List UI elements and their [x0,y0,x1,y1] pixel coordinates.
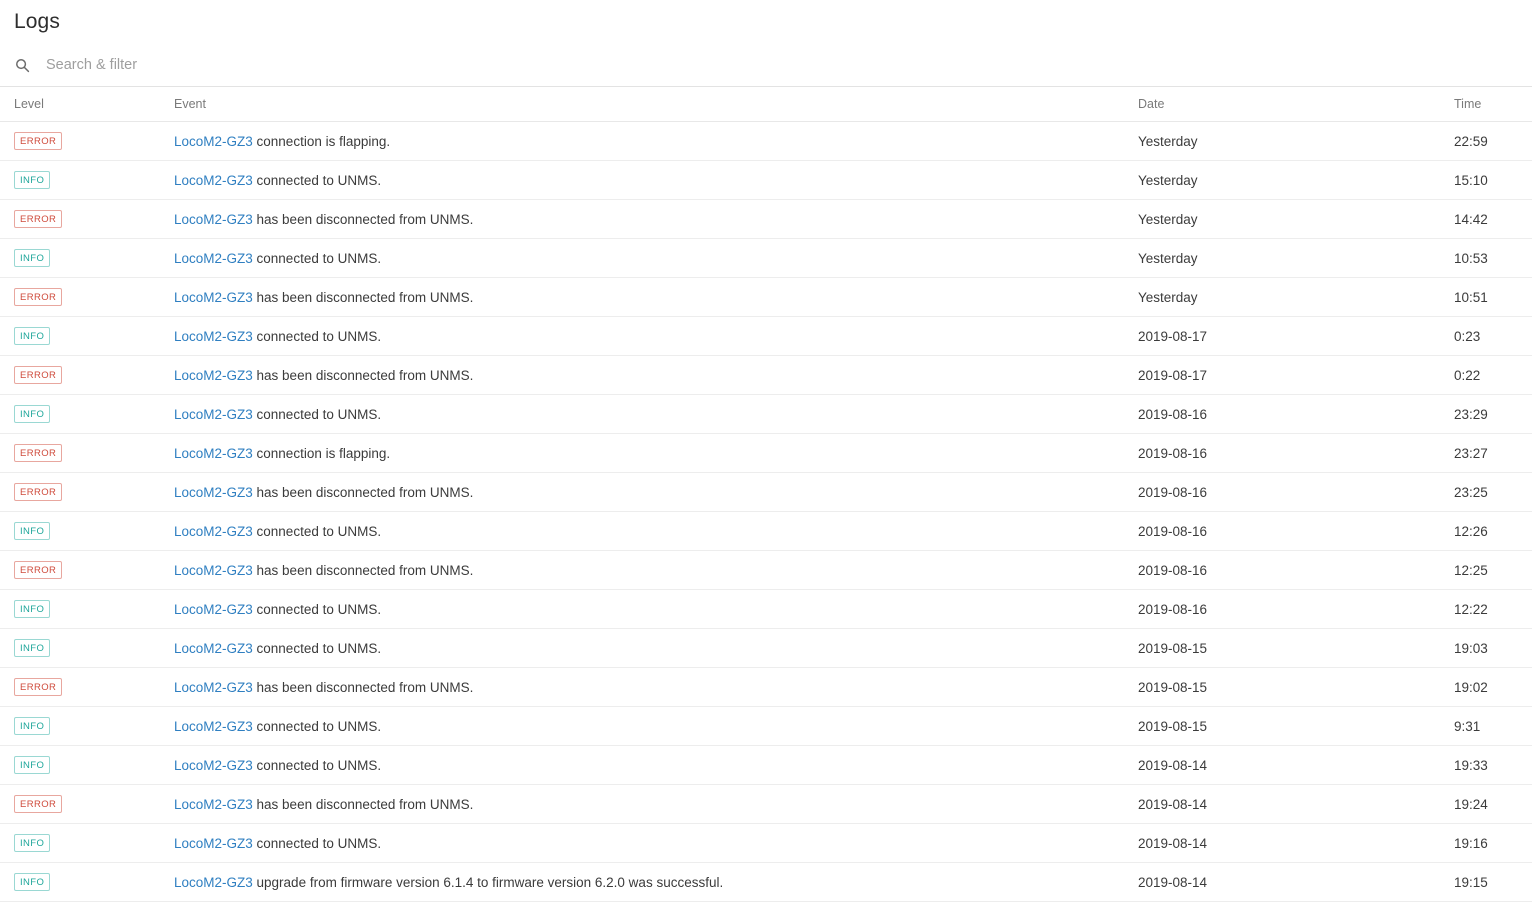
status-badge: INFO [14,171,50,190]
device-link[interactable]: LocoM2-GZ3 [174,328,253,344]
cell-event [174,473,1138,512]
event-message: connected to UNMS. [252,328,382,344]
table-row[interactable] [0,239,1532,278]
device-link[interactable]: LocoM2-GZ3 [174,289,253,305]
status-badge: INFO [14,249,50,268]
status-badge: INFO [14,522,50,541]
event-message: connected to UNMS. [252,406,382,422]
cell-event [174,746,1138,785]
device-link[interactable]: LocoM2-GZ3 [174,874,253,890]
table-row[interactable] [0,473,1532,512]
event-message: connected to UNMS. [252,250,382,266]
device-link[interactable]: LocoM2-GZ3 [174,757,253,773]
cell-event [174,161,1138,200]
cell-level [0,824,174,863]
cell-level [0,629,174,668]
cell-event [174,356,1138,395]
table-row[interactable] [0,161,1532,200]
event-message: connection is flapping. [252,133,391,149]
status-badge: INFO [14,834,50,853]
cell-time: 14:42 [1454,200,1532,239]
cell-date: 2019-08-15 [1138,629,1454,668]
table-row[interactable] [0,317,1532,356]
status-badge: ERROR [14,210,62,229]
status-badge: INFO [14,639,50,658]
status-badge: INFO [14,405,50,424]
cell-date: 2019-08-16 [1138,473,1454,512]
cell-event [174,434,1138,473]
column-header-date: Date [1138,87,1454,122]
device-link[interactable]: LocoM2-GZ3 [174,484,253,500]
status-badge: ERROR [14,795,62,814]
table-row[interactable] [0,668,1532,707]
column-header-event: Event [174,87,1138,122]
event-message: connected to UNMS. [252,757,382,773]
status-badge: INFO [14,717,50,736]
status-badge: ERROR [14,561,62,580]
table-row[interactable] [0,356,1532,395]
status-badge: ERROR [14,444,62,463]
status-badge: INFO [14,873,50,892]
device-link[interactable]: LocoM2-GZ3 [174,406,253,422]
logs-table-body [0,122,1532,902]
device-link[interactable]: LocoM2-GZ3 [174,172,253,188]
cell-event [174,278,1138,317]
cell-time: 10:51 [1454,278,1532,317]
cell-time: 23:29 [1454,395,1532,434]
event-message: has been disconnected from UNMS. [252,679,474,695]
cell-date: 2019-08-17 [1138,356,1454,395]
status-badge: ERROR [14,483,62,502]
table-row[interactable] [0,512,1532,551]
status-badge: ERROR [14,132,62,151]
cell-time: 0:22 [1454,356,1532,395]
cell-time: 15:10 [1454,161,1532,200]
cell-date: Yesterday [1138,278,1454,317]
cell-event [174,122,1138,161]
event-message: connection is flapping. [252,445,391,461]
cell-date: Yesterday [1138,161,1454,200]
cell-date: 2019-08-16 [1138,395,1454,434]
cell-time: 19:33 [1454,746,1532,785]
event-message: has been disconnected from UNMS. [252,211,474,227]
table-row[interactable] [0,629,1532,668]
cell-time: 0:23 [1454,317,1532,356]
status-badge: INFO [14,327,50,346]
cell-time: 23:27 [1454,434,1532,473]
cell-level [0,239,174,278]
cell-event [174,512,1138,551]
table-row[interactable] [0,746,1532,785]
cell-event [174,668,1138,707]
cell-time: 19:24 [1454,785,1532,824]
cell-event [174,590,1138,629]
cell-level [0,668,174,707]
cell-level [0,590,174,629]
event-message: has been disconnected from UNMS. [252,289,474,305]
cell-level [0,434,174,473]
table-row[interactable] [0,200,1532,239]
search-bar[interactable] [0,44,1532,87]
event-message: upgrade from firmware version 6.1.4 to firmware version 6.2.0 was successful. [252,874,724,890]
cell-level [0,395,174,434]
device-link[interactable]: LocoM2-GZ3 [174,562,253,578]
cell-date: Yesterday [1138,200,1454,239]
cell-event [174,824,1138,863]
status-badge: ERROR [14,366,62,385]
table-row[interactable] [0,434,1532,473]
table-header-row [0,87,1532,122]
cell-time: 19:03 [1454,629,1532,668]
cell-level [0,746,174,785]
cell-time: 10:53 [1454,239,1532,278]
status-badge: ERROR [14,288,62,307]
table-row[interactable] [0,395,1532,434]
cell-date: 2019-08-14 [1138,824,1454,863]
cell-time: 22:59 [1454,122,1532,161]
cell-time: 12:26 [1454,512,1532,551]
device-link[interactable]: LocoM2-GZ3 [174,367,253,383]
event-message: has been disconnected from UNMS. [252,367,474,383]
device-link[interactable]: LocoM2-GZ3 [174,640,253,656]
event-message: has been disconnected from UNMS. [252,484,474,500]
event-message: connected to UNMS. [252,835,382,851]
table-row[interactable] [0,551,1532,590]
cell-time: 12:22 [1454,590,1532,629]
table-row[interactable] [0,785,1532,824]
cell-date: Yesterday [1138,122,1454,161]
cell-event [174,551,1138,590]
cell-date: 2019-08-14 [1138,863,1454,902]
cell-level [0,863,174,902]
status-badge: ERROR [14,678,62,697]
cell-date: 2019-08-16 [1138,590,1454,629]
device-link[interactable]: LocoM2-GZ3 [174,796,253,812]
cell-level [0,356,174,395]
device-link[interactable]: LocoM2-GZ3 [174,445,253,461]
cell-level [0,317,174,356]
cell-date: 2019-08-17 [1138,317,1454,356]
table-row[interactable] [0,707,1532,746]
table-row[interactable] [0,122,1532,161]
cell-level [0,707,174,746]
cell-time: 9:31 [1454,707,1532,746]
cell-level [0,785,174,824]
device-link[interactable]: LocoM2-GZ3 [174,211,253,227]
status-badge: INFO [14,756,50,775]
table-row[interactable] [0,863,1532,902]
device-link[interactable]: LocoM2-GZ3 [174,523,253,539]
search-icon [14,57,30,73]
status-badge: INFO [14,600,50,619]
table-row[interactable] [0,824,1532,863]
page-title: Logs [14,10,60,33]
table-row[interactable] [0,590,1532,629]
table-row[interactable] [0,278,1532,317]
cell-date: 2019-08-15 [1138,668,1454,707]
cell-time: 19:02 [1454,668,1532,707]
device-link[interactable]: LocoM2-GZ3 [174,250,253,266]
device-link[interactable]: LocoM2-GZ3 [174,133,253,149]
cell-level [0,278,174,317]
cell-date: 2019-08-16 [1138,512,1454,551]
cell-level [0,200,174,239]
device-link[interactable]: LocoM2-GZ3 [174,601,253,617]
cell-date: Yesterday [1138,239,1454,278]
logs-table-head [0,87,1532,122]
cell-time: 23:25 [1454,473,1532,512]
cell-level [0,122,174,161]
cell-time: 19:16 [1454,824,1532,863]
column-header-time: Time [1454,87,1532,122]
cell-date: 2019-08-16 [1138,551,1454,590]
cell-time: 19:15 [1454,863,1532,902]
event-message: connected to UNMS. [252,172,382,188]
cell-event [174,863,1138,902]
cell-level [0,473,174,512]
cell-level [0,161,174,200]
cell-date: 2019-08-15 [1138,707,1454,746]
column-header-level: Level [0,87,174,122]
cell-event [174,200,1138,239]
logs-table [0,87,1532,902]
cell-level [0,512,174,551]
cell-event [174,785,1138,824]
device-link[interactable]: LocoM2-GZ3 [174,718,253,734]
cell-date: 2019-08-16 [1138,434,1454,473]
cell-event [174,707,1138,746]
cell-event [174,629,1138,668]
cell-date: 2019-08-14 [1138,785,1454,824]
event-message: connected to UNMS. [252,601,382,617]
cell-time: 12:25 [1454,551,1532,590]
event-message: has been disconnected from UNMS. [252,796,474,812]
cell-level [0,551,174,590]
cell-date: 2019-08-14 [1138,746,1454,785]
device-link[interactable]: LocoM2-GZ3 [174,679,253,695]
event-message: connected to UNMS. [252,718,382,734]
cell-event [174,317,1138,356]
device-link[interactable]: LocoM2-GZ3 [174,835,253,851]
search-input[interactable] [30,56,1532,74]
event-message: connected to UNMS. [252,523,382,539]
event-message: has been disconnected from UNMS. [252,562,474,578]
cell-event [174,239,1138,278]
event-message: connected to UNMS. [252,640,382,656]
cell-event [174,395,1138,434]
